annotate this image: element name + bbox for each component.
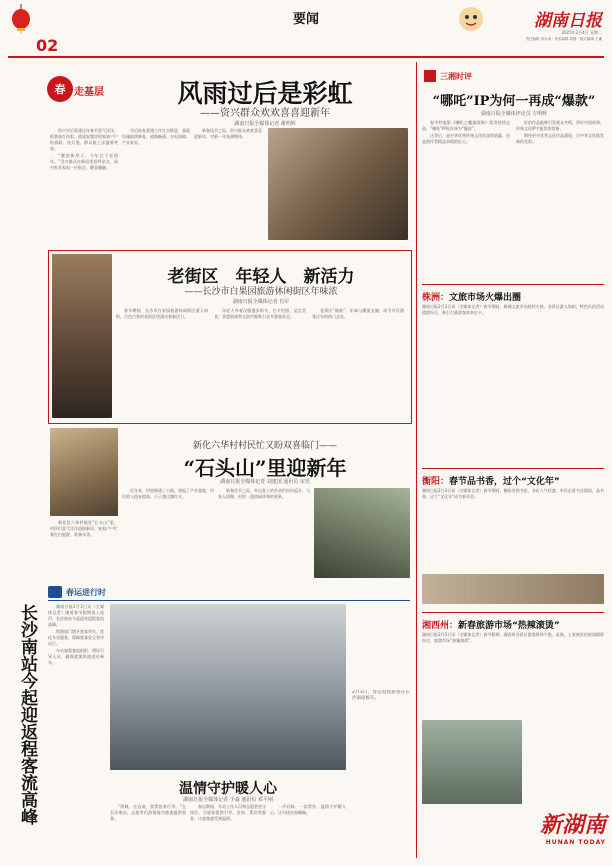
paper-logo: 湖南日报 (534, 11, 602, 31)
brief-divider-3 (422, 612, 604, 613)
shitoushan-body-col-1 (50, 520, 118, 578)
laojie-body-col-2 (214, 308, 306, 416)
brief-xiangxi-title: 新春旅游市场“热辣滚烫” (458, 621, 560, 631)
commentary-headline: “哪吒”IP为何一再成“爆款” (432, 94, 596, 109)
shitoushan-byline: 湖南日报全媒体记者 刘建国 通讯员 宋乐 (220, 479, 310, 485)
commentary-byline: 湖南日报全媒体评论员 方明辉 (480, 111, 548, 117)
main-body-col-2 (122, 128, 190, 244)
shitoushan-headline: “石头山”里迎新年 (183, 456, 347, 480)
chunyun-para-1: 湖南日报2月3日讯（全媒体记者）随着春节假期进入尾声，长沙南站今起迎来返程客流高峰。 (48, 604, 104, 627)
laojie-byline: 湖南日报全媒体记者 肖军 (232, 299, 290, 305)
footer-brand-text: 新湖南 (539, 812, 606, 838)
brief-divider-1 (422, 284, 604, 285)
laojie-body-col-1 (116, 308, 208, 416)
chunyun-photo-caption: 2月3日，春运返程旅客在长沙南站候车。 (352, 690, 410, 701)
main-byline: 湖南日报全媒体记者 谢明辉 (234, 121, 296, 127)
train-icon (48, 586, 62, 598)
zoujiceng-label: 走基层 (74, 87, 104, 98)
chunyun-label: 春运进行时 (66, 588, 106, 597)
brief-hengyang-title: 春节品书香，过个“文化年” (449, 477, 560, 487)
brief-hengyang-heading (422, 474, 606, 487)
main-photo (268, 128, 408, 240)
brief-zhuzhou-body: 湖南日报2月3日讯（全媒体记者）春节期间，株洲文旅市场持续火热，各景区游人如织，特色民俗活动精彩纷呈，吸引大量游客前来打卡。 (422, 304, 604, 315)
main-para-3: 灾后恢复重建工作扎实推进，基础设施陆续修复，道路畅通、水电保障、产业复苏。 (122, 128, 190, 145)
shitoushan-para-1: 新化县六华村地处“石头山”里，村民们喜气洋洋迎接新年，家家户户忙着打扫庭院、准备年货。 (50, 520, 118, 537)
brief-xiangxi-photo (422, 720, 522, 804)
brief-xiangxi-heading (422, 618, 606, 631)
sanxiang-logo-icon (424, 70, 436, 82)
shitoushan-para-2: 近年来，村里修通了公路、建起了产业基地，村民收入稳步提高，日子越过越红火。 (122, 488, 214, 499)
chunyun-body (48, 604, 104, 854)
main-para-2: “搬进新房子，今年过个安稳年。”受灾群众在新居里招呼亲友，屋内家具家电一应俱全，暖意融融。 (50, 153, 118, 170)
sanxiang-label: 三湘时评 (440, 72, 472, 81)
main-body-col-1 (50, 128, 118, 244)
laojie-para-1: 春节期间，长沙市白果园旅游休闲街区游人如织，古色古香的老街区里涌动着新活力。 (116, 308, 208, 319)
wenqing-para-3: 一声问候、一次帮扶，温情守护暖人心，让归途更加顺畅。 (270, 804, 346, 815)
wenqing-body-col-3 (270, 804, 346, 860)
svg-text:春: 春 (54, 83, 66, 96)
commentary-para-2: 这背后，是中华优秀传统文化的深厚底蕴，也是创作者精益求精的匠心。 (422, 133, 510, 144)
laojie-para-2: 年轻人身着汉服漫步街头，打卡拍照、品尝美食，非遗展演和文创市集吸引众多游客驻足。 (214, 308, 306, 319)
main-para-4: 新春佳节之际，资兴群众欢欢喜喜迎新年，对新一年充满期待。 (194, 128, 262, 139)
page-number: 02 (36, 36, 59, 55)
laojie-body-col-3 (312, 308, 404, 416)
shitoushan-photo (50, 428, 118, 516)
brief-xiangxi-place: 湘西州： (422, 621, 459, 631)
lantern-icon (10, 4, 32, 34)
brief-xiangxi-body: 湖南日报2月3日讯（全媒体记者）春节假期，湘西州各景区游客络绎不绝，苗族、土家族民俗展演精彩纷呈，旅游市场“热辣滚烫”。 (422, 632, 604, 643)
laojie-para-3: 老街区“焕新”，年味与潮流交融，成为市民游客过年的热门去处。 (312, 308, 404, 319)
dragon-mascot-icon (458, 6, 484, 32)
brief-divider-2 (422, 468, 604, 469)
wenqing-headline: 温情守护暖人心 (179, 781, 277, 797)
laojie-headline: 老街区 年轻人 新活力 (167, 267, 355, 287)
editor-credits: 责任编辑 刘永涛 · 美术编辑 周静 · 版式编辑 王谦 (525, 37, 602, 41)
wenqing-para-1: “阿姨，这边请，我帮您拿行李。”在长沙南站，志愿者们热情地为旅客提供服务。 (110, 804, 186, 821)
footer-brand-sub: HUNAN TODAY (545, 839, 606, 846)
laojie-photo (52, 254, 112, 418)
wenqing-para-2: 春运期间，车站工作人员和志愿者坚守岗位，为旅客提供引导、咨询、帮扶等服务，让旅客感受到温情。 (190, 804, 266, 821)
shitoushan-body-col-3 (218, 488, 310, 578)
footer-brand-stamp (520, 808, 606, 862)
brief-hengyang-photo (422, 574, 604, 604)
section-title: 要闻 (292, 12, 319, 27)
commentary-body-col-1 (422, 120, 510, 280)
commentary-para-4: 期待更多优秀文化作品涌现，让中华文化焕发新的光彩。 (516, 133, 604, 144)
main-para-1: 资兴灾后重建过年春节喜气洋洋。街巷张灯结彩，重建安置房里家家户户贴春联、挂灯笼，群众脸上洋溢着笑容。 (50, 128, 118, 151)
brief-zhuzhou-title: 文旅市场火爆出圈 (449, 293, 522, 303)
brief-zhuzhou-heading (422, 290, 606, 303)
main-subtitle: ——资兴群众欢欢喜喜迎新年 (200, 108, 330, 119)
chunyun-photo (110, 604, 346, 770)
main-body-col-3 (194, 128, 262, 244)
brief-hengyang-place: 衡阳： (422, 477, 450, 487)
sanxiang-badge (424, 70, 514, 84)
brief-hengyang-body: 湖南日报2月3日讯（全媒体记者）春节期间，衡阳各图书馆、书店人气旺盛，市民走进书店阅读，品书香、过个“文化年”成为新年俗。 (422, 488, 604, 499)
right-column-divider (416, 62, 417, 858)
commentary-para-3: 好的作品能够引发观众共鸣，讲好中国故事，传统文化IP才能常用常新。 (516, 120, 604, 131)
chunyun-para-2: 铁路部门增开旅客列车，优化车站服务，保障旅客安全有序出行。 (48, 629, 104, 646)
header-rule (8, 56, 604, 58)
edition-date: 2025年2月4日 星期二 (561, 30, 602, 35)
chunyun-badge (48, 586, 410, 601)
wenqing-body-col-2 (190, 804, 266, 860)
wenqing-body-col-1 (110, 804, 186, 860)
chunyun-headline-vertical: 长沙南站今起迎返程客流高峰 (17, 604, 37, 825)
shitoushan-photo-2 (314, 488, 410, 578)
wenqing-byline: 湖南日报全媒体记者 于淼 通讯员 邓平刚 (183, 797, 273, 803)
shitoushan-kicker: 新化六华村村民忙又盼双喜临门—— (192, 441, 337, 451)
commentary-para-1: 春节档电影《哪吒之魔童闹海》票房持续走高，“哪吒”IP再次成为“爆款”。 (422, 120, 510, 131)
main-headline: 风雨过后是彩虹 (177, 79, 353, 108)
laojie-subtitle: ——长沙市白果园旅游休闲街区年味浓 (184, 287, 338, 297)
shitoushan-para-3: 新春佳节之际，外出务工的乡亲们纷纷返乡，与家人团聚，村里一派热闹祥和的景象。 (218, 488, 310, 499)
chunyun-para-3: 车站加强客流组织，增设引导人员，确保旅客快速进站乘车。 (48, 648, 104, 665)
commentary-body-col-2 (516, 120, 604, 280)
zoujiceng-badge (46, 74, 106, 104)
shitoushan-body-col-2 (122, 488, 214, 578)
brief-zhuzhou-place: 株洲： (422, 293, 450, 303)
